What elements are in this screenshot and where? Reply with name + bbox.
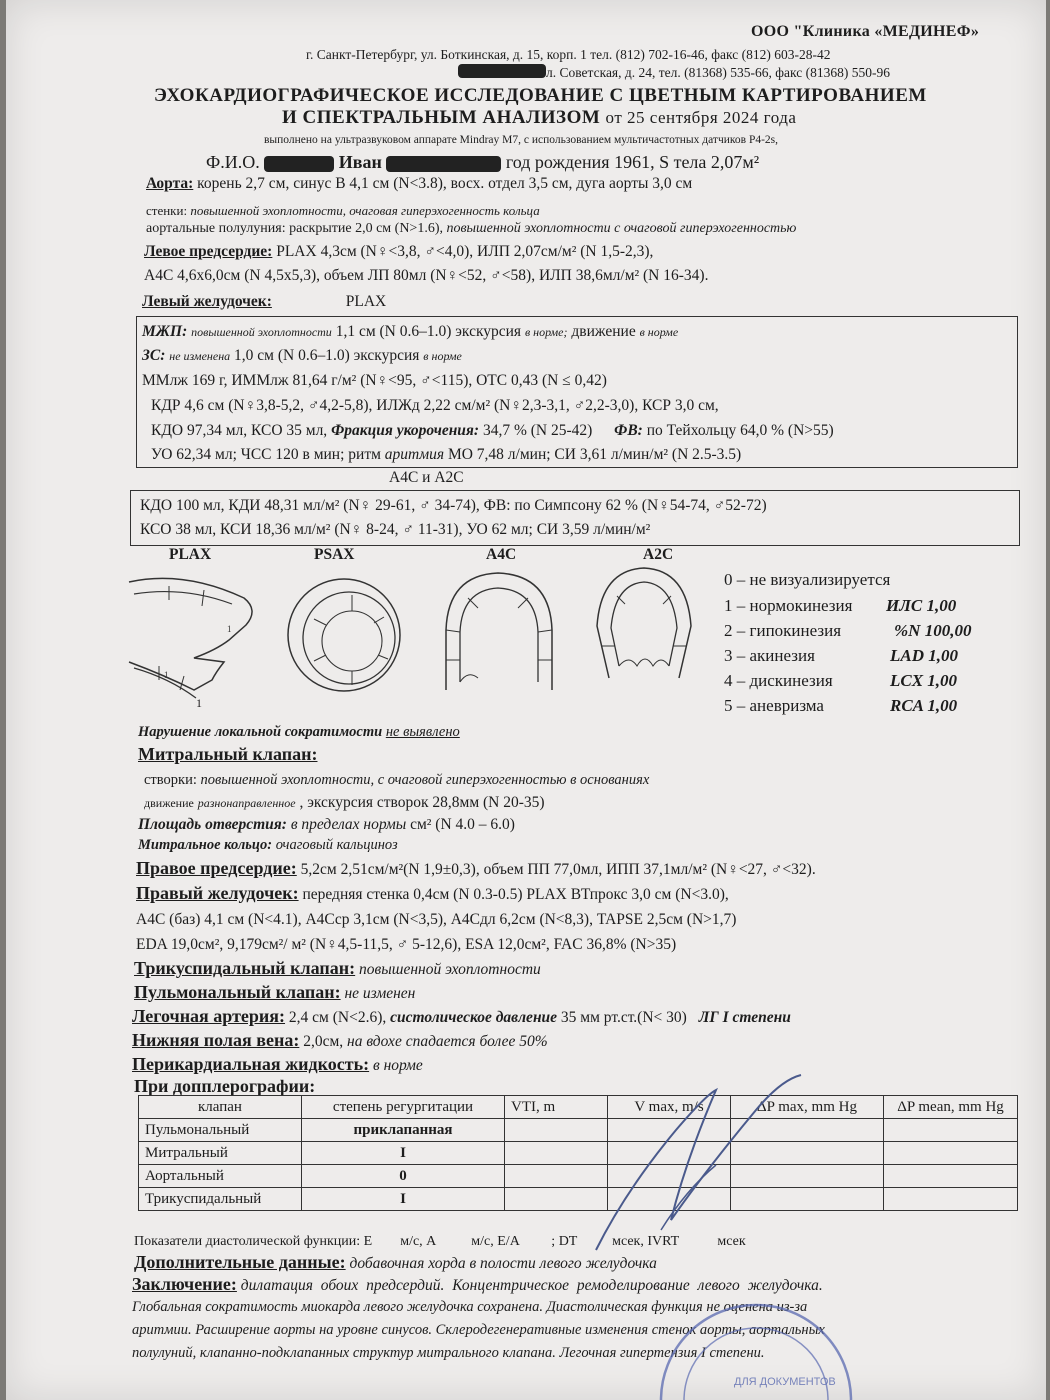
diagram-label-psax: PSAX: [314, 546, 355, 563]
redaction: [264, 156, 334, 172]
index-percent-n: %N 100,00: [894, 621, 972, 640]
diastolic-line: Показатели диастолической функции: Е м/с, А м/с, Е/А ; DT мсек, IVRT мсек: [134, 1234, 746, 1249]
ef-value: по Тейхольцу 64,0 % (N>55): [646, 422, 834, 439]
tricuspid-label: Трикуспидальный клапан:: [134, 958, 356, 978]
pmean-cell: [884, 1142, 1018, 1165]
conclusion-line-2: Глобальная сократимость миокарда левого желудочка сохранена. Диастолическая функция не оценена из-за: [132, 1299, 808, 1315]
birth-info: год рождения 1961, S тела 2,07м²: [505, 152, 760, 172]
pa-line: [132, 1006, 791, 1028]
legend-item-1: 1 – нормокинезия: [724, 596, 853, 615]
svg-text:1: 1: [227, 624, 232, 634]
pa-sys-label: систолическое давление: [390, 1009, 558, 1026]
edv-esv: КДО 97,34 мл, КСО 35 мл,: [151, 422, 328, 439]
report-title-2: И СПЕКТРАЛЬНЫМ АНАЛИЗОМ от 25 сентября 2024 года: [282, 107, 797, 128]
pericard-value: в норме: [373, 1057, 423, 1074]
mitral-line-3: [138, 815, 515, 835]
rv-line-1: [136, 883, 729, 905]
pw-label: ЗС:: [142, 347, 166, 364]
col-header: ΔP max, mm Hg: [731, 1096, 884, 1119]
aorta-cusps-value: повышенной эхоплотности с очаговой гиперэхогенностью: [446, 221, 797, 236]
aorta-line-1: [146, 174, 692, 194]
mitral-leaflets: повышенной эхоплотности, с очаговой гиперэхогенностью в основаниях: [200, 772, 650, 788]
stamp-text: ДЛЯ ДОКУМЕНТОВ: [734, 1376, 836, 1388]
pa-diameter: 2,4 см (N<2.6),: [288, 1009, 387, 1026]
lv-header: [142, 292, 386, 312]
col-header: ΔP mean, mm Hg: [884, 1096, 1018, 1119]
pmean-cell: [884, 1165, 1018, 1188]
conclusion-text-1: дилатация обоих предсердий. Концентрическое ремоделирование левого желудочка.: [240, 1277, 823, 1294]
legend-item-0: 0 – не визуализируется: [724, 570, 891, 589]
diagram-label-plax: PLAX: [169, 546, 212, 563]
local-label: Нарушение локальной сократимости: [138, 724, 383, 740]
report-date: от 25 сентября 2024 года: [605, 108, 797, 127]
mitral-area-label: Площадь отверстия:: [138, 816, 287, 833]
ivs-values: 1,1 см (N 0.6–1.0) экскурсия: [335, 323, 522, 340]
la-label: Левое предсердие:: [144, 243, 273, 260]
col-header: степень регургитации: [302, 1096, 505, 1119]
fio-label: Ф.И.О.: [206, 152, 260, 172]
legend-item-3: 3 – акинезия: [724, 646, 815, 665]
valve-cell: Аортальный: [139, 1165, 302, 1188]
regurg-cell: 0: [302, 1165, 505, 1188]
a4c-a2c-label: А4С и А2С: [389, 469, 464, 486]
conclusion-label: Заключение:: [132, 1274, 237, 1294]
mitral-ring-label: Митральное кольцо:: [138, 837, 273, 853]
ivs-motion: в норме: [639, 325, 679, 339]
lv-row-7: КДО 100 мл, КДИ 48,31 мл/м² (N♀ 29-61, ♂ 34-74), ФВ: по Симпсону 62 % (N♀54-74, ♂52-72): [140, 497, 767, 514]
index-lcx: LCX 1,00: [890, 671, 958, 690]
rv-label: Правый желудочек:: [136, 883, 299, 903]
valve-cell: Трикуспидальный: [139, 1188, 302, 1211]
rv-line-2: А4С (баз) 4,1 см (N<4.1), А4Сср 3,1см (N<3,5), А4Сдл 6,2см (N<8,3), TAPSE 2,5см (N>1,7): [136, 911, 737, 928]
a4c-diagram: [438, 570, 558, 700]
ra-line: [136, 858, 816, 880]
tricuspid-value: повышенной эхоплотности: [359, 961, 541, 978]
mitral-label: Митральный клапан:: [138, 744, 318, 764]
report-title: ЭХОКАРДИОГРАФИЧЕСКОЕ ИССЛЕДОВАНИЕ С ЦВЕТНЫМ КАРТИРОВАНИЕМ: [154, 85, 927, 106]
ivc-value: 2,0см,: [303, 1033, 344, 1050]
diagram-label-a4c: A4C: [486, 546, 517, 563]
fs-value: 34,7 % (N 25-42): [482, 422, 593, 439]
address-line-1: г. Санкт-Петербург, ул. Боткинская, д. 15, корп. 1 тел. (812) 702-16-46, факс (812) 603-28-42: [306, 47, 831, 62]
patient-name: Иван: [338, 152, 382, 172]
regurg-cell: приклапанная: [302, 1119, 505, 1142]
mitral-line-1: [144, 770, 649, 790]
lv-row-6: [151, 445, 741, 465]
pw-excursion: в норме: [423, 349, 462, 363]
psax-diagram: [284, 575, 404, 695]
lv-plax: PLAX: [345, 293, 387, 310]
pulm-valve-line: [134, 982, 415, 1004]
ivs-excursion: в норме;: [524, 325, 568, 339]
pulm-valve-label: Пульмональный клапан:: [134, 982, 341, 1002]
aorta-line-2: [146, 201, 540, 221]
aorta-cusps-label: аортальные полулуния: раскрытие 2,0 см (N>1.6),: [146, 221, 443, 236]
mitral-area: в пределах нормы: [290, 816, 407, 833]
aorta-values: корень 2,7 см, синус В 4,1 см (N<3.8), восх. отдел 3,5 см, дуга аорты 3,0 см: [197, 175, 693, 192]
equipment-note: выполнено на ультразвуковом аппарате Mindray M7, с использованием мультичастотных датчиков P4-2s,: [264, 134, 779, 146]
pulm-valve-value: не изменен: [344, 985, 416, 1002]
patient-line: [206, 152, 759, 172]
redaction: [458, 64, 546, 78]
conclusion-line-3: аритмии. Расширение аорты на уровне синусов. Склеродегенеративные изменения стенок аорты, аортальных: [132, 1322, 825, 1338]
rv-line-3: EDA 19,0см², 9,179см²/ м² (N♀4,5-11,5, ♂ 5-12,6), ESA 12,0см², FAC 36,8% (N>35): [136, 936, 677, 953]
pmean-cell: [884, 1119, 1018, 1142]
mitral-excursion: , экскурсия створок 28,8мм (N 20-35): [299, 794, 545, 811]
lv-row-1: [142, 322, 678, 342]
clinic-name: ООО "Клиника «МЕДИНЕФ»: [751, 23, 980, 40]
ra-label: Правое предсердие:: [136, 858, 297, 878]
extra-label: Дополнительные данные:: [134, 1252, 346, 1272]
valve-cell: Митральный: [139, 1142, 302, 1165]
col-header: клапан: [139, 1096, 302, 1119]
mitral-area-norm: см² (N 4.0 – 6.0): [410, 816, 515, 833]
pw-values: 1,0 см (N 0.6–1.0) экскурсия: [234, 347, 420, 364]
lv-row-3: ММлж 169 г, ИММлж 81,64 г/м² (N♀<95, ♂<115), ОТС 0,43 (N ≤ 0,42): [142, 372, 607, 389]
ivs-label: МЖП:: [142, 323, 188, 340]
mitral-line-4: [138, 835, 398, 855]
lv-row-5: [151, 421, 834, 441]
document-page: [6, 0, 1046, 1400]
ivs-motion-label: движение: [571, 323, 636, 340]
aorta-line-3: [146, 219, 796, 239]
redaction: [386, 156, 501, 172]
valve-cell: Пульмональный: [139, 1119, 302, 1142]
conclusion-line-4: полулуний, клапанно-подклапанных структур митрального клапана. Легочная гипертензия I степени.: [132, 1345, 765, 1361]
index-wms: ИЛС 1,00: [886, 596, 957, 615]
signature: [566, 1070, 826, 1270]
local-contractility: [138, 722, 460, 742]
svg-text:1: 1: [164, 670, 169, 680]
aorta-walls-value: повышенной эхоплотности, очаговая гиперэхогенность кольца: [190, 203, 540, 218]
col-header: VTI, m: [505, 1096, 608, 1119]
address-line-2: л. Советская, д. 24, тел. (81368) 535-66, факс (81368) 550-96: [546, 65, 890, 80]
legend-item-4: 4 – дискинезия: [724, 671, 833, 690]
ivc-note: на вдохе спадается более 50%: [347, 1033, 548, 1050]
regurg-cell: I: [302, 1142, 505, 1165]
lv-row-8: КСО 38 мл, КСИ 18,36 мл/м² (N♀ 8-24, ♂ 11-31), УО 62 мл; СИ 3,59 л/мин/м²: [140, 521, 651, 538]
col-header: V max, m/s: [608, 1096, 731, 1119]
rv-values-1: передняя стенка 0,4см (N 0.3-0.5) PLAX ВТпрокс 3,0 см (N<3.0),: [302, 886, 729, 903]
pw-echo: не изменена: [169, 349, 231, 363]
pa-label: Легочная артерия:: [132, 1006, 286, 1026]
plax-seg-label: 1: [196, 696, 202, 710]
mitral-motion-label: движение: [144, 796, 194, 810]
aorta-walls-label: стенки:: [146, 203, 188, 218]
stamp: [646, 1300, 866, 1400]
ivc-label: Нижняя полая вена:: [132, 1030, 300, 1050]
pa-sys-value: 35 мм рт.ст.(N< 30): [560, 1009, 687, 1026]
mitral-leaflets-label: створки:: [144, 772, 197, 788]
extra-value: добавочная хорда в полости левого желудочка: [349, 1255, 657, 1272]
lv-label: Левый желудочек:: [142, 293, 272, 310]
ivc-line: [132, 1030, 548, 1052]
pa-ph-grade: ЛГ I степени: [698, 1009, 791, 1026]
mitral-line-2: [144, 793, 545, 813]
tricuspid-line: [134, 958, 541, 980]
a2c-diagram: [589, 566, 699, 691]
lv-row-4: КДР 4,6 см (N♀3,8-5,2, ♂4,2-5,8), ИЛЖд 2,22 см/м² (N♀2,3-3,1, ♂2,2-3,0), КСР 3,0 см,: [151, 397, 719, 414]
mitral-motion: разнонаправленное: [197, 796, 296, 810]
conclusion-line-1: [132, 1274, 823, 1296]
index-lad: LAD 1,00: [890, 646, 958, 665]
pericard-label: Перикардиальная жидкость:: [132, 1054, 370, 1074]
index-rca: RCA 1,00: [890, 696, 958, 715]
ef-label: ФВ:: [614, 422, 643, 439]
ivs-echo: повышенной эхоплотности: [191, 325, 332, 339]
la-line-2: А4С 4,6х6,0см (N 4,5х5,3), объем ЛП 80мл (N♀<52, ♂<58), ИЛП 38,6мл/м² (N 16-34).: [144, 267, 709, 284]
regurg-cell: I: [302, 1188, 505, 1211]
legend-item-5: 5 – аневризма: [724, 696, 824, 715]
mitral-ring: очаговый кальциноз: [275, 837, 398, 853]
rhythm: аритмия: [384, 446, 445, 463]
doppler-label: При допплерографии:: [134, 1076, 316, 1096]
fs-label: Фракция укорочения:: [331, 422, 480, 439]
local-value: не выявлено: [385, 724, 460, 740]
co-ci: МО 7,48 л/мин; СИ 3,61 л/мин/м² (N 2.5-3.5): [447, 446, 742, 463]
pericard-line: [132, 1054, 423, 1076]
lv-row-2: [142, 346, 462, 366]
legend-item-2: 2 – гипокинезия: [724, 621, 842, 640]
la-values-1: PLAX 4,3см (N♀<3,8, ♂<4,0), ИЛП 2,07см/м² (N 1,5-2,3),: [276, 243, 654, 260]
diagram-label-a2c: A2C: [643, 546, 674, 563]
ra-values: 5,2см 2,51см/м²(N 1,9±0,3), объем ПП 77,0мл, ИПП 37,1мл/м² (N♀<27, ♂<32).: [300, 861, 816, 878]
la-line-1: [144, 242, 653, 262]
sv-hr: УО 62,34 мл; ЧСС 120 в мин; ритм: [151, 446, 381, 463]
aorta-label: Аорта:: [146, 175, 194, 192]
pmean-cell: [884, 1188, 1018, 1211]
